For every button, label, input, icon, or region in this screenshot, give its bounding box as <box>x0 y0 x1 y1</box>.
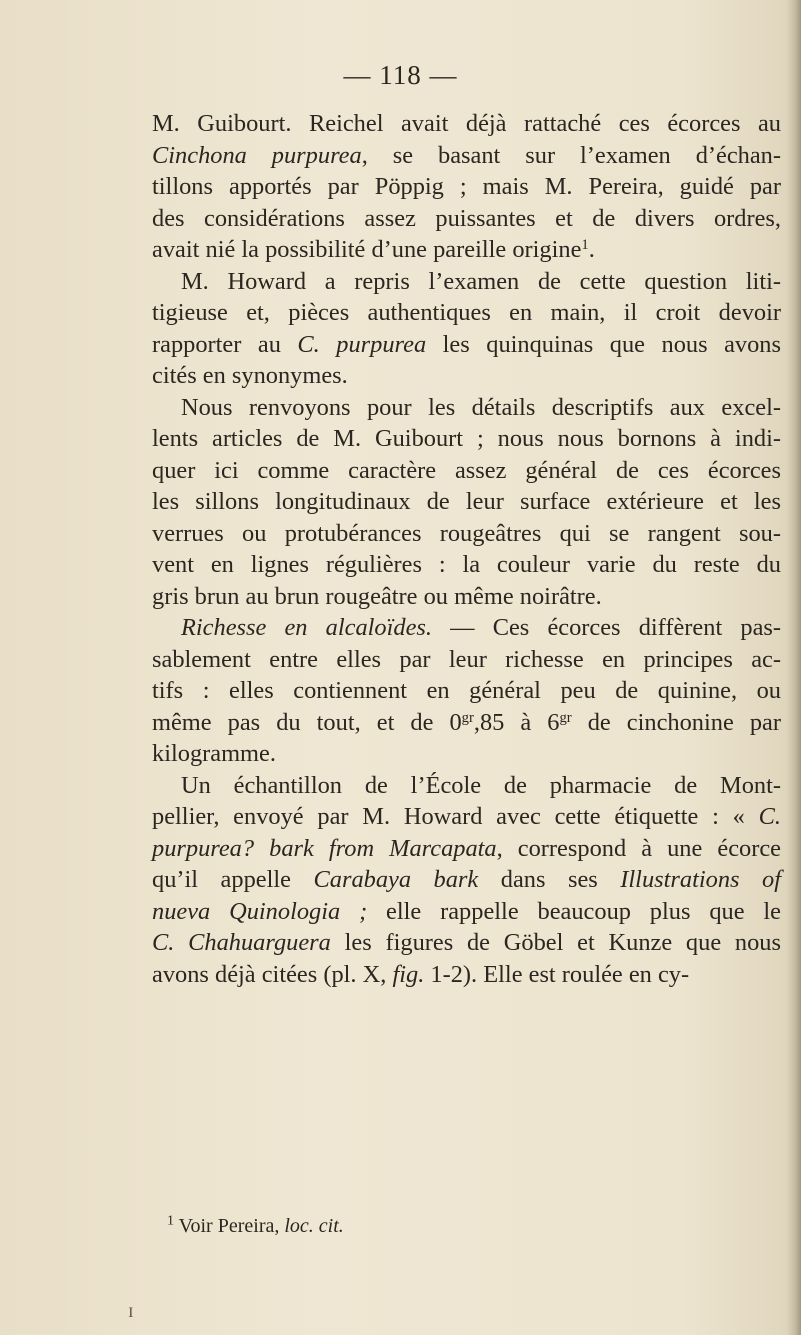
text-segment: Carabaya bark <box>313 866 479 893</box>
text-line <box>152 266 781 298</box>
text-segment: des considérations assez puissantes et de divers ordres, <box>152 204 781 232</box>
text-segment: rapporter au <box>152 330 298 358</box>
text-line <box>152 707 781 739</box>
text-line <box>152 140 781 172</box>
margin-mark: ɪ <box>128 1300 134 1322</box>
text-segment: Richesse en alcaloïdes. <box>181 614 433 641</box>
text-segment: C. purpurea <box>297 330 427 358</box>
text-segment: de cinchonine par <box>571 708 781 736</box>
text-line <box>152 675 781 707</box>
text-line <box>152 959 781 991</box>
text-line <box>152 455 781 487</box>
footnote <box>167 1215 344 1238</box>
text-line <box>152 297 781 329</box>
footnote-text: Voir Pereira, <box>174 1215 285 1237</box>
text-segment: gris brun au brun rougeâtre ou même noirâtre. <box>152 582 602 610</box>
text-line <box>152 644 781 676</box>
text-segment: nueva Quinologia ; <box>152 897 368 925</box>
text-segment: les sillons longitudinaux de leur surface extérieure et les <box>152 488 781 515</box>
text-line <box>152 108 781 140</box>
text-line <box>152 927 781 959</box>
text-line <box>152 171 781 203</box>
text-line <box>152 801 781 833</box>
text-segment: qu’il appelle <box>152 866 314 893</box>
body-text <box>152 108 781 990</box>
text-line <box>152 392 781 424</box>
text-segment: . <box>588 236 595 263</box>
text-segment: Illustrations of <box>620 866 782 893</box>
text-line <box>152 738 781 770</box>
text-segment: vent en lignes régulières : la couleur varie du reste du <box>152 551 781 578</box>
paragraph <box>152 108 781 266</box>
paragraph <box>152 612 781 770</box>
text-line <box>152 518 781 550</box>
text-segment: tillons apportés par Pöppig ; mais M. Pereira, guidé par <box>152 173 781 200</box>
text-line <box>152 612 781 644</box>
text-line <box>152 360 781 392</box>
text-segment: , correspond à une écorce <box>496 834 781 862</box>
text-line <box>152 864 781 896</box>
page-edge-shadow <box>787 0 801 1335</box>
text-segment: tifs : elles contiennent en général peu de quinine, ou <box>152 677 781 704</box>
text-segment: cités en synonymes. <box>152 362 348 389</box>
text-segment: sablement entre elles par leur richesse en principes ac- <box>152 645 781 673</box>
text-line <box>152 423 781 455</box>
text-line <box>152 329 781 361</box>
text-segment: C. Chahuarguera <box>152 929 331 956</box>
text-segment: même pas du tout, et de 0 <box>152 708 462 736</box>
text-line <box>152 770 781 802</box>
footnote-citation: loc. cit. <box>284 1215 344 1237</box>
text-segment: — Ces écorces diffèrent pas- <box>432 614 782 641</box>
text-segment: M. Howard a repris l’examen de cette question liti- <box>181 267 781 295</box>
text-line <box>152 234 781 266</box>
text-segment: M. Guibourt. Reichel avait déjà rattaché ces écorces au <box>152 110 781 137</box>
text-segment: Un échantillon de l’École de pharmacie de Mont- <box>181 771 781 799</box>
text-segment: 1 <box>581 236 589 253</box>
text-segment: Nous renvoyons pour les détails descriptifs aux excel- <box>181 393 781 421</box>
text-segment: dans ses <box>478 866 621 893</box>
text-segment: lents articles de M. Guibourt ; nous nous bornons à indi- <box>152 425 781 452</box>
text-segment: Cinchona purpurea <box>152 141 362 169</box>
text-segment: avons déjà citées (pl. X, <box>152 960 393 988</box>
text-segment: purpurea? bark from Marcapata <box>152 834 497 862</box>
text-segment: kilogramme. <box>152 740 276 767</box>
page-number: — 118 — <box>343 60 458 90</box>
text-segment: les figures de Göbel et Kunze que nous <box>330 929 781 956</box>
text-segment: elle rappelle beaucoup plus que le <box>367 897 781 925</box>
text-segment: quer ici comme caractère assez général de ces écorces <box>152 456 781 484</box>
text-segment: verrues ou protubérances rougeâtres qui se rangent sou- <box>152 519 781 547</box>
text-segment: pellier, envoyé par M. Howard avec cette étiquette : « <box>152 803 759 830</box>
paragraph <box>152 770 781 991</box>
footnote-number: 1 <box>167 1213 174 1229</box>
text-segment: gr <box>559 709 572 726</box>
text-line <box>152 581 781 613</box>
text-segment: ,85 à 6 <box>473 708 560 736</box>
text-segment: avait nié la possibilité d’une pareille origine <box>152 236 582 263</box>
text-segment: , se basant sur l’examen d’échan- <box>361 141 782 169</box>
text-segment: gr <box>461 709 474 726</box>
text-segment: tigieuse et, pièces authentiques en main, il croit devoir <box>152 299 781 326</box>
text-line <box>152 833 781 865</box>
text-line <box>152 203 781 235</box>
paragraph <box>152 392 781 613</box>
text-line <box>152 549 781 581</box>
text-segment: 1-2). Elle est roulée en cy- <box>424 960 690 988</box>
text-line <box>152 486 781 518</box>
text-segment: les quinquinas que nous avons <box>426 330 781 358</box>
text-segment: fig. <box>392 960 425 988</box>
text-segment: C. <box>758 803 781 830</box>
text-line <box>152 896 781 928</box>
paragraph <box>152 266 781 392</box>
